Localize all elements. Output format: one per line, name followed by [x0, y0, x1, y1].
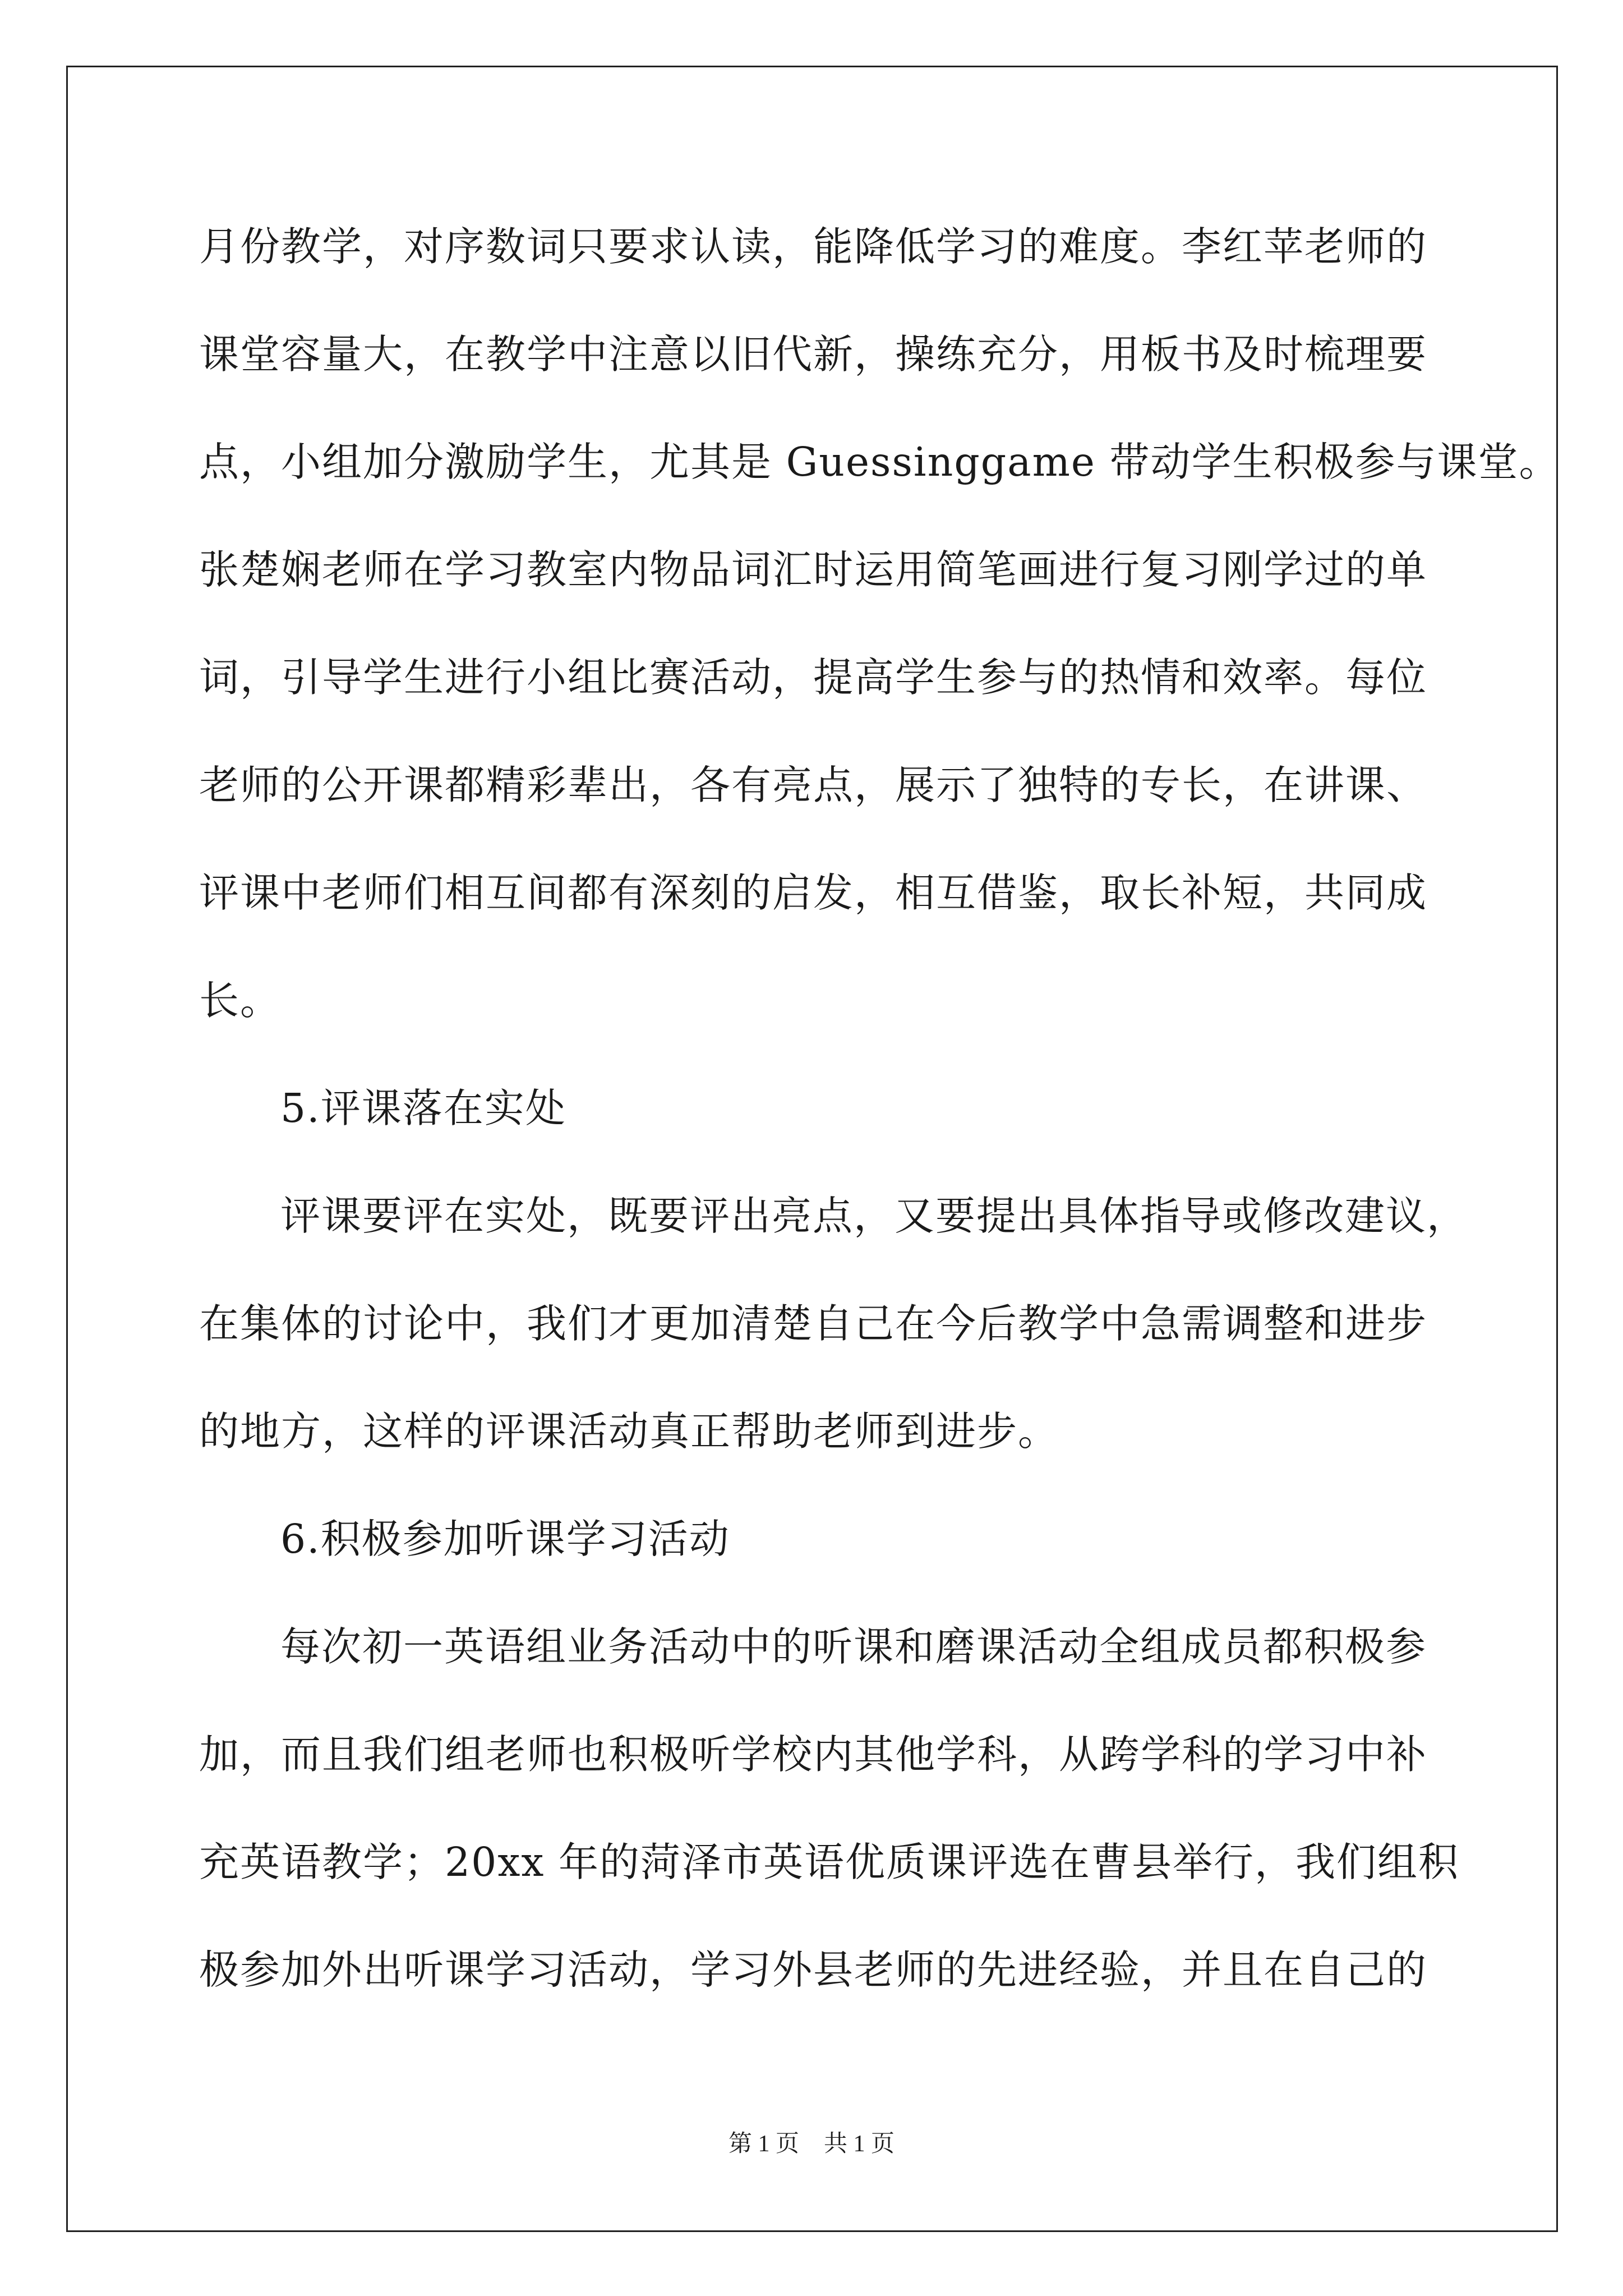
section-heading: 6.积极参加听课学习活动: [280, 1516, 730, 1562]
text-line: 的地方，这样的评课活动真正帮助老师到进步。: [199, 1408, 1059, 1455]
page-footer: [0, 2127, 1623, 2161]
text-line: 点，小组加分激励学生，尤其是 Guessinggame 带动学生积极参与课堂。: [199, 439, 1560, 485]
text-line: 极参加外出听课学习活动，学习外县老师的先进经验，并且在自己的: [199, 1947, 1428, 1993]
text-line: 评课要评在实处，既要评出亮点，又要提出具体指导或修改建议，: [280, 1193, 1468, 1239]
text-line: 每次初一英语组业务活动中的听课和磨课活动全组成员都积极参: [280, 1623, 1427, 1670]
text-line: 月份教学，对序数词只要求认读，能降低学习的难度。李红苹老师的: [199, 223, 1428, 270]
text-line: 在集体的讨论中，我们才更加清楚自己在今后教学中急需调整和进步: [199, 1300, 1428, 1347]
text-line: 加，而且我们组老师也积极听学校内其他学科，从跨学科的学习中补: [199, 1731, 1428, 1778]
section-heading: 5.评课落在实处: [280, 1085, 566, 1131]
text-line: 张楚娴老师在学习教室内物品词汇时运用简笔画进行复习刚学过的单: [199, 546, 1428, 593]
text-line: 评课中老师们相互间都有深刻的启发，相互借鉴，取长补短，共同成: [199, 869, 1428, 916]
text-line: 课堂容量大，在教学中注意以旧代新，操练充分，用板书及时梳理要: [199, 331, 1428, 378]
page-number: 第 1 页: [728, 2131, 799, 2157]
text-line: 充英语教学；20xx 年的菏泽市英语优质课评选在曹县举行，我们组积: [199, 1839, 1459, 1885]
text-line: 老师的公开课都精彩辈出，各有亮点，展示了独特的专长，在讲课、: [199, 762, 1428, 808]
page-total: 共 1 页: [824, 2131, 895, 2157]
document-body: [199, 213, 1560, 2044]
text-line: 长。: [199, 977, 282, 1024]
text-line: 词，引导学生进行小组比赛活动，提高学生参与的热情和效率。每位: [199, 654, 1428, 701]
